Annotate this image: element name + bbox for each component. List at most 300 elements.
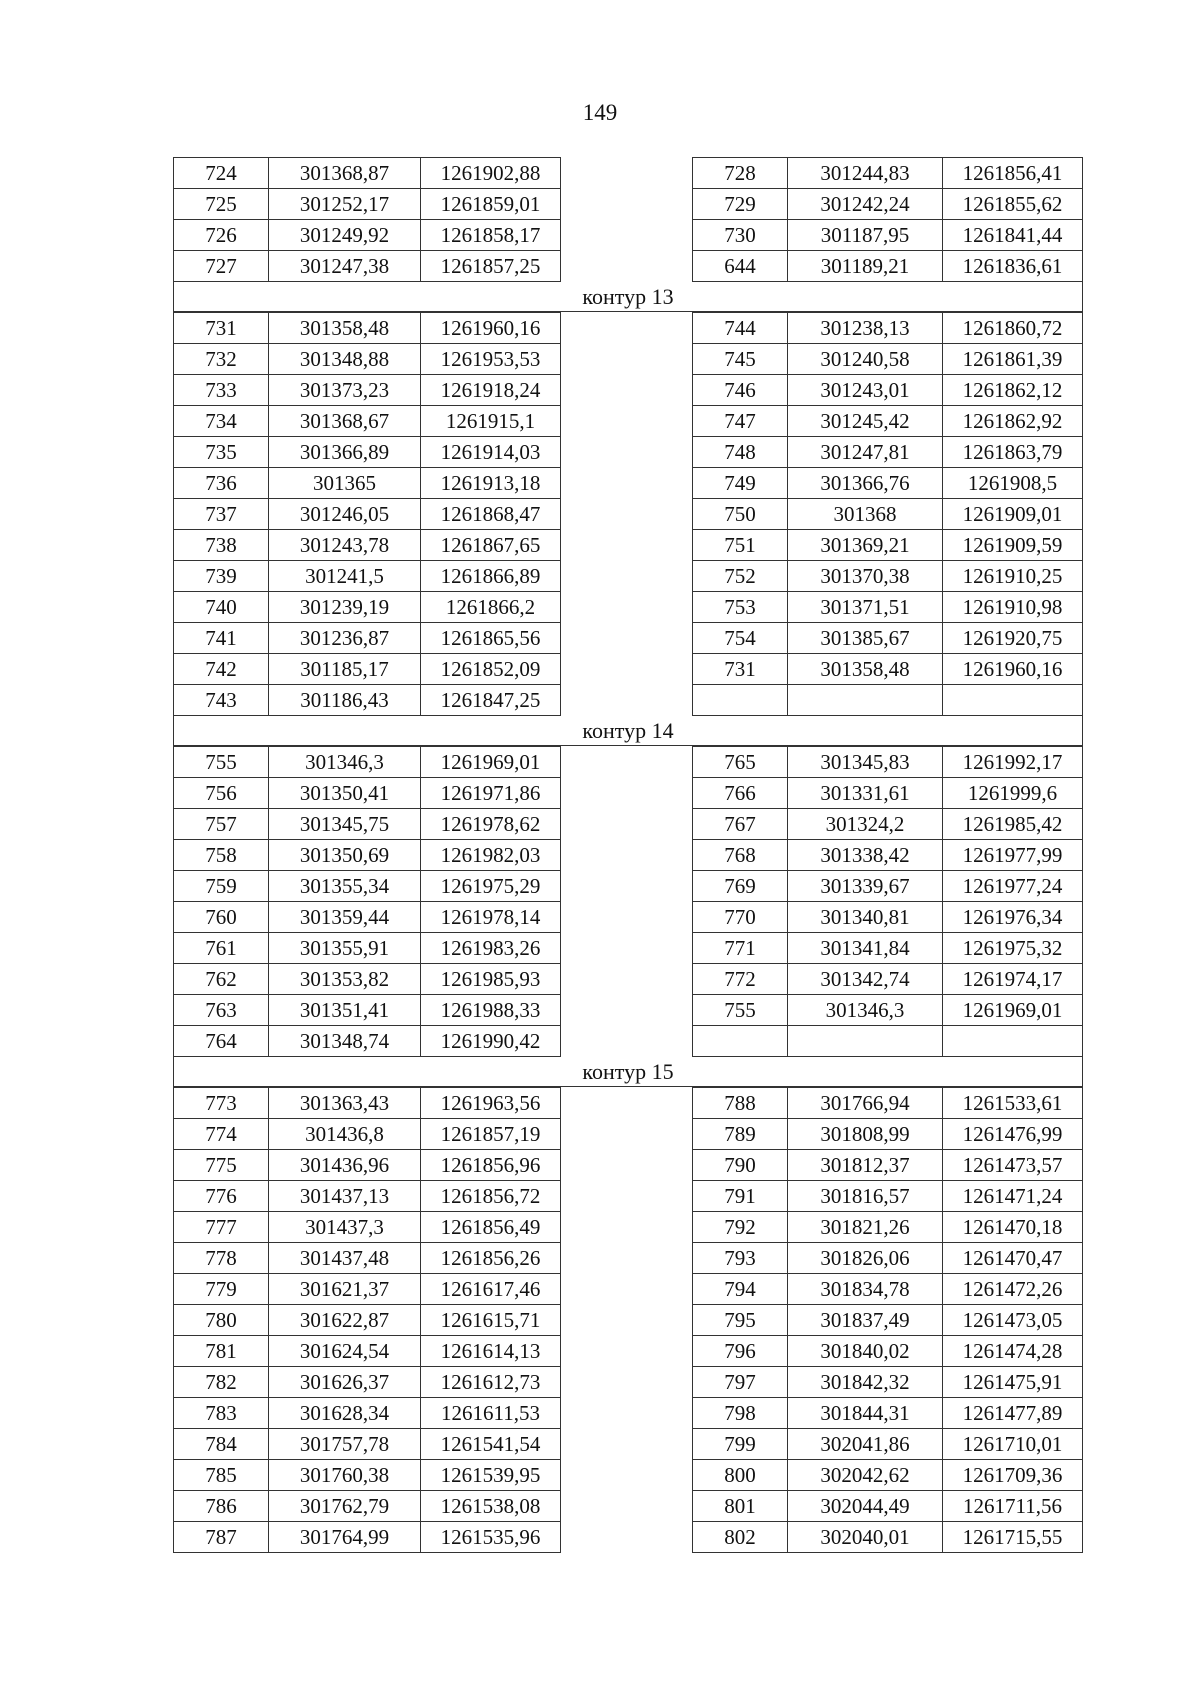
point-number-cell: 771 [693, 933, 788, 964]
y-coordinate-cell: 1261709,36 [943, 1460, 1083, 1491]
x-coordinate-cell: 301246,05 [269, 499, 421, 530]
y-coordinate-cell: 1261862,92 [943, 406, 1083, 437]
y-coordinate-cell: 1261988,33 [421, 995, 561, 1026]
table-row [174, 499, 561, 530]
table-row [693, 809, 1083, 840]
x-coordinate-cell: 301350,69 [269, 840, 421, 871]
y-coordinate-cell: 1261615,71 [421, 1305, 561, 1336]
point-number-cell: 767 [693, 809, 788, 840]
x-coordinate-cell [788, 1026, 943, 1057]
point-number-cell: 733 [174, 375, 269, 406]
table-row [693, 1336, 1083, 1367]
y-coordinate-cell: 1261977,24 [943, 871, 1083, 902]
table-row [693, 1026, 1083, 1057]
x-coordinate-cell: 301842,32 [788, 1367, 943, 1398]
y-coordinate-cell: 1261978,62 [421, 809, 561, 840]
table-row [693, 1398, 1083, 1429]
point-number-cell: 741 [174, 623, 269, 654]
table-row [693, 1305, 1083, 1336]
table-row [174, 685, 561, 716]
point-number-cell: 725 [174, 189, 269, 220]
table-row [174, 654, 561, 685]
x-coordinate-cell: 301339,67 [788, 871, 943, 902]
table-row [693, 220, 1083, 251]
y-coordinate-cell: 1261856,41 [943, 158, 1083, 189]
x-coordinate-cell [788, 685, 943, 716]
point-number-cell: 757 [174, 809, 269, 840]
y-coordinate-cell: 1261856,96 [421, 1150, 561, 1181]
table-row [693, 592, 1083, 623]
y-coordinate-cell: 1261918,24 [421, 375, 561, 406]
table-row [174, 561, 561, 592]
section-continuation [173, 157, 1083, 282]
point-number-cell: 784 [174, 1429, 269, 1460]
table-row [174, 995, 561, 1026]
y-coordinate-cell: 1261960,16 [421, 313, 561, 344]
point-number-cell: 743 [174, 685, 269, 716]
table-row [693, 468, 1083, 499]
point-number-cell: 800 [693, 1460, 788, 1491]
y-coordinate-cell: 1261975,32 [943, 933, 1083, 964]
point-number-cell: 747 [693, 406, 788, 437]
point-number-cell: 787 [174, 1522, 269, 1553]
point-number-cell: 742 [174, 654, 269, 685]
y-coordinate-cell: 1261866,2 [421, 592, 561, 623]
x-coordinate-cell: 301245,42 [788, 406, 943, 437]
table-row [693, 1429, 1083, 1460]
y-coordinate-cell: 1261857,19 [421, 1119, 561, 1150]
point-number-cell: 750 [693, 499, 788, 530]
x-coordinate-cell: 301363,43 [269, 1088, 421, 1119]
point-number-cell: 762 [174, 964, 269, 995]
x-coordinate-cell: 301840,02 [788, 1336, 943, 1367]
point-number-cell: 748 [693, 437, 788, 468]
y-coordinate-cell: 1261902,88 [421, 158, 561, 189]
section-title-contour-15: контур 15 [173, 1057, 1083, 1087]
x-coordinate-cell: 301351,41 [269, 995, 421, 1026]
coordinates-table-left [173, 157, 561, 282]
table-row [693, 313, 1083, 344]
y-coordinate-cell: 1261976,34 [943, 902, 1083, 933]
point-number-cell: 788 [693, 1088, 788, 1119]
x-coordinate-cell: 301359,44 [269, 902, 421, 933]
point-number-cell: 755 [693, 995, 788, 1026]
y-coordinate-cell: 1261841,44 [943, 220, 1083, 251]
x-coordinate-cell: 301187,95 [788, 220, 943, 251]
y-coordinate-cell: 1261711,56 [943, 1491, 1083, 1522]
y-coordinate-cell: 1261985,42 [943, 809, 1083, 840]
point-number-cell: 798 [693, 1398, 788, 1429]
y-coordinate-cell: 1261975,29 [421, 871, 561, 902]
y-coordinate-cell: 1261470,47 [943, 1243, 1083, 1274]
section-contour-15 [173, 1087, 1083, 1553]
point-number-cell: 744 [693, 313, 788, 344]
point-number-cell: 789 [693, 1119, 788, 1150]
table-row [693, 747, 1083, 778]
x-coordinate-cell: 301358,48 [269, 313, 421, 344]
table-row [174, 1026, 561, 1057]
point-number-cell: 791 [693, 1181, 788, 1212]
table-row [174, 1398, 561, 1429]
y-coordinate-cell: 1261856,26 [421, 1243, 561, 1274]
x-coordinate-cell: 301243,01 [788, 375, 943, 406]
x-coordinate-cell: 301826,06 [788, 1243, 943, 1274]
table-row [693, 995, 1083, 1026]
table-row [693, 1181, 1083, 1212]
table-row [174, 1243, 561, 1274]
table-row [693, 778, 1083, 809]
x-coordinate-cell: 302041,86 [788, 1429, 943, 1460]
table-row [693, 902, 1083, 933]
x-coordinate-cell: 301436,8 [269, 1119, 421, 1150]
coordinates-table-left [173, 746, 561, 1057]
table-row [174, 220, 561, 251]
table-row [693, 1243, 1083, 1274]
point-number-cell: 727 [174, 251, 269, 282]
table-row [174, 1336, 561, 1367]
y-coordinate-cell: 1261908,5 [943, 468, 1083, 499]
table-row [693, 1212, 1083, 1243]
point-number-cell: 729 [693, 189, 788, 220]
point-number-cell: 768 [693, 840, 788, 871]
point-number-cell: 737 [174, 499, 269, 530]
section-title-contour-13: контур 13 [173, 282, 1083, 312]
table-row [174, 468, 561, 499]
table-row [174, 778, 561, 809]
table-row [693, 1150, 1083, 1181]
table-row [693, 437, 1083, 468]
y-coordinate-cell: 1261974,17 [943, 964, 1083, 995]
x-coordinate-cell: 301624,54 [269, 1336, 421, 1367]
x-coordinate-cell: 301353,82 [269, 964, 421, 995]
section-contour-14 [173, 746, 1083, 1057]
x-coordinate-cell: 301757,78 [269, 1429, 421, 1460]
table-row [693, 158, 1083, 189]
point-number-cell: 775 [174, 1150, 269, 1181]
x-coordinate-cell: 301621,37 [269, 1274, 421, 1305]
x-coordinate-cell: 301185,17 [269, 654, 421, 685]
y-coordinate-cell: 1261612,73 [421, 1367, 561, 1398]
point-number-cell: 755 [174, 747, 269, 778]
x-coordinate-cell: 301437,3 [269, 1212, 421, 1243]
table-row [174, 1181, 561, 1212]
y-coordinate-cell: 1261473,05 [943, 1305, 1083, 1336]
y-coordinate-cell: 1261477,89 [943, 1398, 1083, 1429]
point-number-cell: 776 [174, 1181, 269, 1212]
point-number-cell: 777 [174, 1212, 269, 1243]
point-number-cell: 796 [693, 1336, 788, 1367]
y-coordinate-cell: 1261473,57 [943, 1150, 1083, 1181]
x-coordinate-cell: 301346,3 [269, 747, 421, 778]
point-number-cell [693, 1026, 788, 1057]
x-coordinate-cell: 301365 [269, 468, 421, 499]
coordinates-table-right [692, 157, 1083, 282]
point-number-cell: 731 [174, 313, 269, 344]
y-coordinate-cell: 1261715,55 [943, 1522, 1083, 1553]
point-number-cell: 758 [174, 840, 269, 871]
y-coordinate-cell: 1261476,99 [943, 1119, 1083, 1150]
table-row [174, 437, 561, 468]
table-row [174, 747, 561, 778]
point-number-cell: 769 [693, 871, 788, 902]
x-coordinate-cell: 301628,34 [269, 1398, 421, 1429]
x-coordinate-cell: 301821,26 [788, 1212, 943, 1243]
point-number-cell: 786 [174, 1491, 269, 1522]
x-coordinate-cell: 301324,2 [788, 809, 943, 840]
y-coordinate-cell: 1261856,72 [421, 1181, 561, 1212]
y-coordinate-cell: 1261992,17 [943, 747, 1083, 778]
x-coordinate-cell: 301331,61 [788, 778, 943, 809]
y-coordinate-cell: 1261913,18 [421, 468, 561, 499]
point-number-cell: 734 [174, 406, 269, 437]
x-coordinate-cell: 301369,21 [788, 530, 943, 561]
y-coordinate-cell: 1261978,14 [421, 902, 561, 933]
table-row [693, 530, 1083, 561]
table-row [174, 902, 561, 933]
coordinates-table-right [692, 1087, 1083, 1553]
y-coordinate-cell: 1261535,96 [421, 1522, 561, 1553]
x-coordinate-cell: 301366,76 [788, 468, 943, 499]
x-coordinate-cell: 301252,17 [269, 189, 421, 220]
point-number-cell: 797 [693, 1367, 788, 1398]
y-coordinate-cell: 1261953,53 [421, 344, 561, 375]
x-coordinate-cell: 301370,38 [788, 561, 943, 592]
table-row [693, 964, 1083, 995]
coordinates-table-right [692, 312, 1083, 716]
table-row [174, 840, 561, 871]
y-coordinate-cell: 1261614,13 [421, 1336, 561, 1367]
y-coordinate-cell: 1261856,49 [421, 1212, 561, 1243]
table-row [693, 1522, 1083, 1553]
x-coordinate-cell: 301189,21 [788, 251, 943, 282]
point-number-cell: 726 [174, 220, 269, 251]
coordinates-table-left [173, 1087, 561, 1553]
x-coordinate-cell: 301240,58 [788, 344, 943, 375]
y-coordinate-cell: 1261475,91 [943, 1367, 1083, 1398]
y-coordinate-cell: 1261867,65 [421, 530, 561, 561]
x-coordinate-cell: 301760,38 [269, 1460, 421, 1491]
table-row [693, 344, 1083, 375]
y-coordinate-cell: 1261471,24 [943, 1181, 1083, 1212]
point-number-cell: 793 [693, 1243, 788, 1274]
y-coordinate-cell: 1261960,16 [943, 654, 1083, 685]
table-row [174, 623, 561, 654]
x-coordinate-cell: 301249,92 [269, 220, 421, 251]
table-row [693, 1491, 1083, 1522]
x-coordinate-cell: 301368,87 [269, 158, 421, 189]
table-row [693, 375, 1083, 406]
y-coordinate-cell: 1261474,28 [943, 1336, 1083, 1367]
y-coordinate-cell: 1261858,17 [421, 220, 561, 251]
table-row [693, 933, 1083, 964]
y-coordinate-cell [943, 685, 1083, 716]
x-coordinate-cell: 301834,78 [788, 1274, 943, 1305]
x-coordinate-cell: 301345,75 [269, 809, 421, 840]
y-coordinate-cell: 1261611,53 [421, 1398, 561, 1429]
y-coordinate-cell: 1261909,59 [943, 530, 1083, 561]
table-row [174, 530, 561, 561]
page-number: 149 [582, 100, 618, 125]
point-number-cell: 745 [693, 344, 788, 375]
x-coordinate-cell: 301242,24 [788, 189, 943, 220]
y-coordinate-cell: 1261470,18 [943, 1212, 1083, 1243]
y-coordinate-cell [943, 1026, 1083, 1057]
y-coordinate-cell: 1261863,79 [943, 437, 1083, 468]
x-coordinate-cell: 301243,78 [269, 530, 421, 561]
table-row [174, 251, 561, 282]
x-coordinate-cell: 301338,42 [788, 840, 943, 871]
y-coordinate-cell: 1261977,99 [943, 840, 1083, 871]
point-number-cell: 773 [174, 1088, 269, 1119]
table-row [174, 406, 561, 437]
y-coordinate-cell: 1261971,86 [421, 778, 561, 809]
x-coordinate-cell: 301436,96 [269, 1150, 421, 1181]
x-coordinate-cell: 301348,74 [269, 1026, 421, 1057]
table-row [174, 871, 561, 902]
y-coordinate-cell: 1261969,01 [421, 747, 561, 778]
table-row [693, 623, 1083, 654]
y-coordinate-cell: 1261910,25 [943, 561, 1083, 592]
x-coordinate-cell: 301762,79 [269, 1491, 421, 1522]
point-number-cell: 765 [693, 747, 788, 778]
x-coordinate-cell: 301348,88 [269, 344, 421, 375]
table-row [174, 1119, 561, 1150]
x-coordinate-cell: 301368 [788, 499, 943, 530]
y-coordinate-cell: 1261847,25 [421, 685, 561, 716]
x-coordinate-cell: 301808,99 [788, 1119, 943, 1150]
y-coordinate-cell: 1261990,42 [421, 1026, 561, 1057]
table-row [693, 840, 1083, 871]
table-row [174, 1305, 561, 1336]
point-number-cell: 753 [693, 592, 788, 623]
x-coordinate-cell: 301238,13 [788, 313, 943, 344]
x-coordinate-cell: 301437,48 [269, 1243, 421, 1274]
y-coordinate-cell: 1261836,61 [943, 251, 1083, 282]
point-number-cell: 732 [174, 344, 269, 375]
y-coordinate-cell: 1261852,09 [421, 654, 561, 685]
x-coordinate-cell: 301371,51 [788, 592, 943, 623]
point-number-cell [693, 685, 788, 716]
x-coordinate-cell: 301342,74 [788, 964, 943, 995]
x-coordinate-cell: 301236,87 [269, 623, 421, 654]
point-number-cell: 728 [693, 158, 788, 189]
x-coordinate-cell: 301350,41 [269, 778, 421, 809]
y-coordinate-cell: 1261915,1 [421, 406, 561, 437]
table-row [174, 1522, 561, 1553]
point-number-cell: 782 [174, 1367, 269, 1398]
table-row [174, 158, 561, 189]
x-coordinate-cell: 301437,13 [269, 1181, 421, 1212]
point-number-cell: 736 [174, 468, 269, 499]
x-coordinate-cell: 301368,67 [269, 406, 421, 437]
point-number-cell: 764 [174, 1026, 269, 1057]
x-coordinate-cell: 301626,37 [269, 1367, 421, 1398]
table-row [693, 1088, 1083, 1119]
point-number-cell: 752 [693, 561, 788, 592]
x-coordinate-cell: 301247,81 [788, 437, 943, 468]
point-number-cell: 738 [174, 530, 269, 561]
x-coordinate-cell: 302044,49 [788, 1491, 943, 1522]
x-coordinate-cell: 302042,62 [788, 1460, 943, 1491]
y-coordinate-cell: 1261909,01 [943, 499, 1083, 530]
y-coordinate-cell: 1261914,03 [421, 437, 561, 468]
point-number-cell: 772 [693, 964, 788, 995]
table-row [693, 561, 1083, 592]
y-coordinate-cell: 1261855,62 [943, 189, 1083, 220]
y-coordinate-cell: 1261920,75 [943, 623, 1083, 654]
point-number-cell: 795 [693, 1305, 788, 1336]
table-row [174, 592, 561, 623]
x-coordinate-cell: 301239,19 [269, 592, 421, 623]
y-coordinate-cell: 1261985,93 [421, 964, 561, 995]
table-row [174, 1460, 561, 1491]
y-coordinate-cell: 1261982,03 [421, 840, 561, 871]
point-number-cell: 761 [174, 933, 269, 964]
table-row [174, 964, 561, 995]
table-row [693, 189, 1083, 220]
point-number-cell: 790 [693, 1150, 788, 1181]
table-row [693, 1274, 1083, 1305]
table-row [174, 344, 561, 375]
y-coordinate-cell: 1261533,61 [943, 1088, 1083, 1119]
table-row [693, 1367, 1083, 1398]
table-row [693, 1460, 1083, 1491]
table-row [174, 1367, 561, 1398]
coordinates-document [173, 157, 1083, 1553]
point-number-cell: 799 [693, 1429, 788, 1460]
x-coordinate-cell: 301247,38 [269, 251, 421, 282]
y-coordinate-cell: 1261862,12 [943, 375, 1083, 406]
table-row [174, 809, 561, 840]
y-coordinate-cell: 1261857,25 [421, 251, 561, 282]
table-row [693, 1119, 1083, 1150]
point-number-cell: 774 [174, 1119, 269, 1150]
x-coordinate-cell: 301186,43 [269, 685, 421, 716]
y-coordinate-cell: 1261539,95 [421, 1460, 561, 1491]
table-row [693, 871, 1083, 902]
table-row [174, 933, 561, 964]
point-number-cell: 749 [693, 468, 788, 499]
x-coordinate-cell: 301340,81 [788, 902, 943, 933]
point-number-cell: 781 [174, 1336, 269, 1367]
coordinates-table-right [692, 746, 1083, 1057]
point-number-cell: 751 [693, 530, 788, 561]
point-number-cell: 754 [693, 623, 788, 654]
point-number-cell: 735 [174, 437, 269, 468]
point-number-cell: 644 [693, 251, 788, 282]
table-row [174, 1088, 561, 1119]
x-coordinate-cell: 301622,87 [269, 1305, 421, 1336]
y-coordinate-cell: 1261969,01 [943, 995, 1083, 1026]
table-row [174, 189, 561, 220]
point-number-cell: 740 [174, 592, 269, 623]
y-coordinate-cell: 1261868,47 [421, 499, 561, 530]
point-number-cell: 763 [174, 995, 269, 1026]
point-number-cell: 802 [693, 1522, 788, 1553]
point-number-cell: 760 [174, 902, 269, 933]
point-number-cell: 792 [693, 1212, 788, 1243]
y-coordinate-cell: 1261859,01 [421, 189, 561, 220]
x-coordinate-cell: 301366,89 [269, 437, 421, 468]
table-row [693, 654, 1083, 685]
x-coordinate-cell: 302040,01 [788, 1522, 943, 1553]
table-row [174, 1491, 561, 1522]
x-coordinate-cell: 301345,83 [788, 747, 943, 778]
table-row [174, 375, 561, 406]
y-coordinate-cell: 1261538,08 [421, 1491, 561, 1522]
point-number-cell: 739 [174, 561, 269, 592]
point-number-cell: 766 [693, 778, 788, 809]
